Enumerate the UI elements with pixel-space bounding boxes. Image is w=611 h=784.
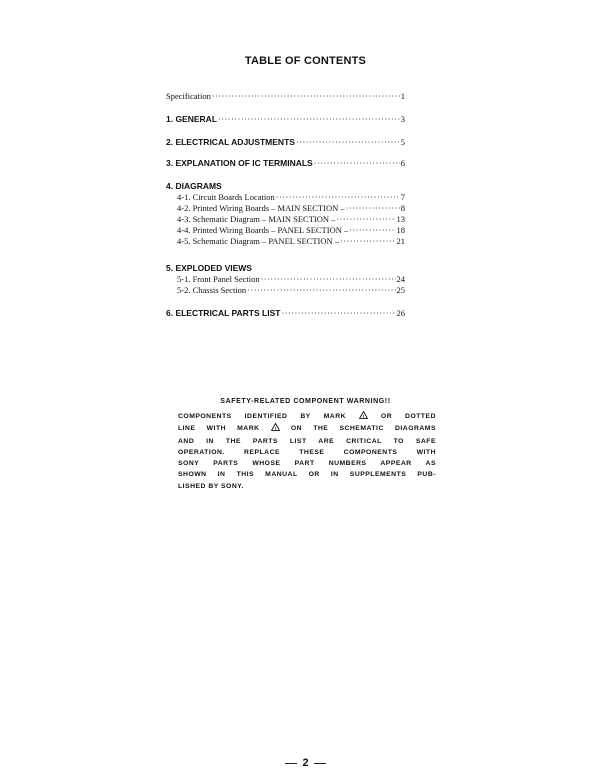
dot-leader — [212, 91, 400, 102]
dot-leader — [340, 236, 395, 247]
toc-section-parts-list — [166, 308, 405, 319]
toc-page: 5 — [400, 137, 405, 147]
toc-section-diagrams — [166, 181, 405, 247]
dot-leader — [247, 285, 395, 296]
toc-section-exploded-views — [166, 263, 405, 296]
toc-label: 6. ELECTRICAL PARTS LIST — [166, 308, 281, 318]
warning-line-1 — [178, 411, 436, 423]
toc-item-label: 4-5. Schematic Diagram – PANEL SECTION – — [177, 236, 340, 246]
toc-label: Specification — [166, 91, 211, 101]
dot-leader — [296, 137, 400, 148]
dot-leader — [261, 274, 396, 285]
toc-item-page: 7 — [400, 192, 405, 202]
svg-text:!: ! — [274, 427, 277, 432]
warning-triangle-icon — [271, 423, 280, 435]
dot-leader — [281, 308, 395, 319]
warning-text: COMPONENTS IDENTIFIED BY MARK — [178, 413, 347, 420]
safety-warning-text — [178, 411, 436, 492]
toc-item-label: 4-4. Printed Wiring Boards – PANEL SECTION – — [177, 225, 349, 235]
safety-warning-title: SAFETY-RELATED COMPONENT WARNING!! — [220, 398, 391, 405]
dash-left — [285, 763, 297, 764]
toc-page: 1 — [400, 91, 405, 101]
warning-text: OR DOTTED — [380, 413, 437, 420]
toc-label: 3. EXPLANATION OF IC TERMINALS — [166, 158, 313, 168]
page-number-text: 2 — [302, 757, 309, 769]
toc-item-label: 5-1. Front Panel Section — [177, 274, 260, 284]
toc-item-page: 21 — [396, 236, 405, 246]
toc-page: 6 — [400, 158, 405, 168]
toc-page: 26 — [396, 308, 405, 318]
toc-page: 3 — [400, 114, 405, 124]
warning-text: LINE WITH MARK — [178, 425, 260, 433]
toc-item-page: 13 — [396, 214, 405, 224]
svg-text:!: ! — [362, 415, 365, 419]
toc-section-heading: 4. DIAGRAMS — [166, 181, 222, 191]
toc-section-heading: 5. EXPLODED VIEWS — [166, 263, 252, 273]
dot-leader — [349, 225, 395, 236]
warning-line-7: LISHED BY SONY. — [178, 482, 244, 490]
warning-line-5: SONY PARTS WHOSE PART NUMBERS APPEAR AS — [178, 460, 436, 468]
warning-text: ON THE SCHEMATIC DIAGRAMS — [290, 425, 437, 433]
toc-section-electrical-adjustments — [166, 137, 405, 148]
toc-section-ic-terminals — [166, 158, 405, 169]
toc-item-page: 25 — [396, 285, 405, 295]
toc-specification — [166, 91, 405, 102]
toc-label: 1. GENERAL — [166, 114, 218, 124]
toc-section-general — [166, 114, 405, 125]
toc-item-label: 5-2. Chassis Section — [177, 285, 247, 295]
toc-item-label: 4-3. Schematic Diagram – MAIN SECTION – — [177, 214, 336, 224]
toc-item-page: 18 — [396, 225, 405, 235]
page-title: TABLE OF CONTENTS — [244, 55, 367, 67]
dot-leader — [218, 114, 400, 125]
dash-right — [314, 763, 326, 764]
dot-leader — [336, 214, 395, 225]
dot-leader — [314, 158, 400, 169]
warning-triangle-icon — [359, 411, 368, 423]
warning-line-6: SHOWN IN THIS MANUAL OR IN SUPPLEMENTS PUB- — [178, 471, 436, 479]
toc-label: 2. ELECTRICAL ADJUSTMENTS — [166, 137, 295, 147]
dot-leader — [346, 203, 400, 214]
warning-line-4: OPERATION. REPLACE THESE COMPONENTS WITH — [178, 448, 436, 456]
dot-leader — [276, 192, 400, 203]
warning-line-3: AND IN THE PARTS LIST ARE CRITICAL TO SAFE — [178, 437, 436, 445]
toc-item-label: 4-2. Printed Wiring Boards – MAIN SECTION – — [177, 203, 345, 213]
warning-line-2 — [178, 423, 436, 435]
toc-item-label: 4-1. Circuit Boards Location — [177, 192, 275, 202]
toc-item-page: 24 — [396, 274, 405, 284]
toc-item-page: 8 — [400, 203, 405, 213]
page-number — [0, 757, 611, 769]
